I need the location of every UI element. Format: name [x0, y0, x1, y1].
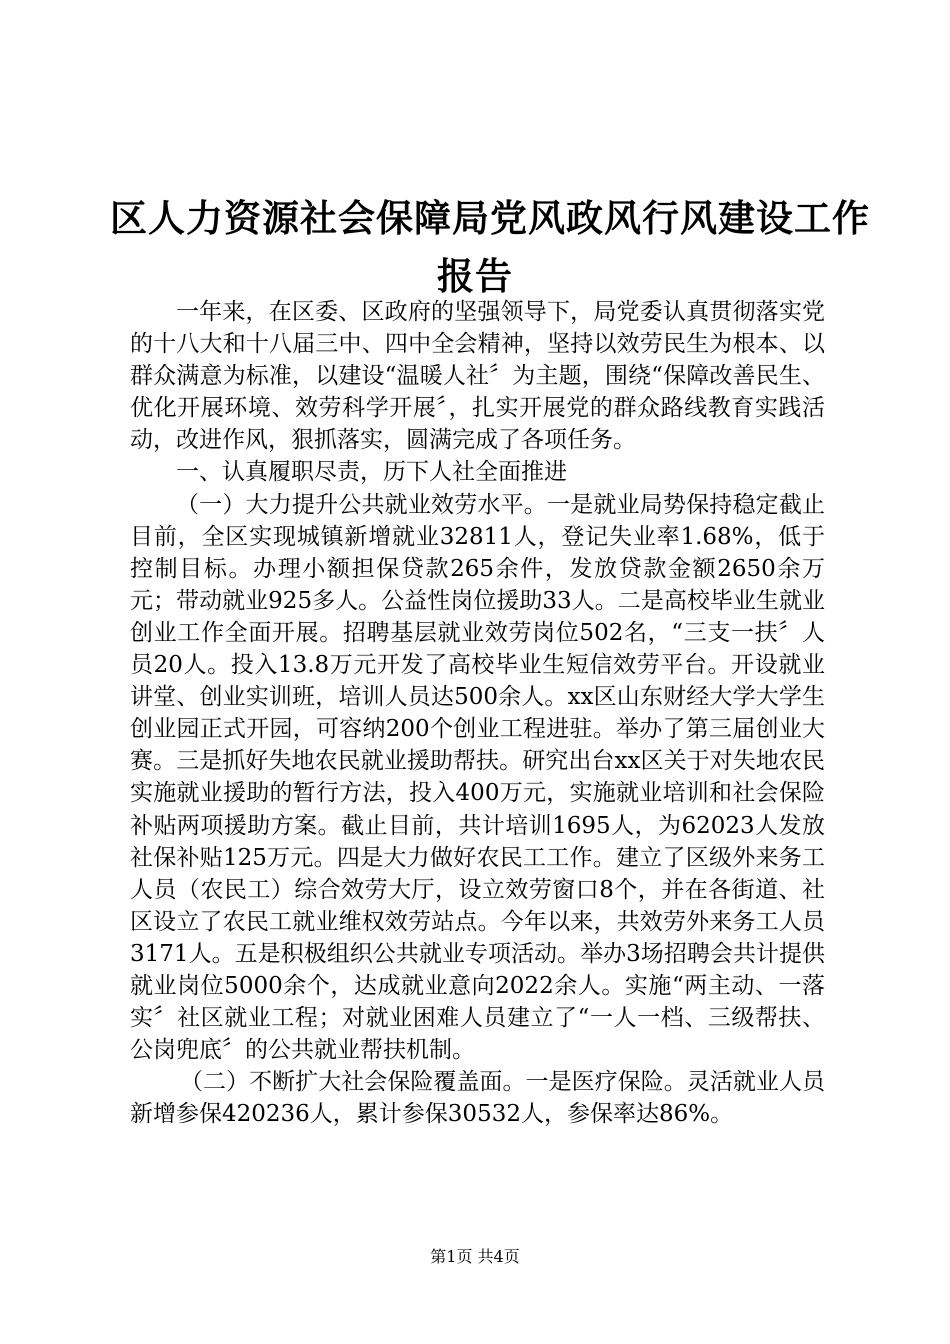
- document-title-line-2: 报告: [437, 254, 513, 298]
- section-heading-1: 一、认真履职尽责，历下人社全面推进: [176, 459, 567, 486]
- paragraph-social-insurance: （二）不断扩大社会保险覆盖面。一是医疗保险。灵活就业人员新增参保420236人，累计参保30532人，参保率达86%。: [130, 1069, 825, 1128]
- page-footer: 第1页 共4页: [430, 1247, 520, 1266]
- document-body: [130, 296, 825, 1130]
- document-title-line-1: 区人力资源社会保障局党风政风行风建设工作: [110, 196, 870, 240]
- paragraph-employment: （一）大力提升公共就业效劳水平。一是就业局势保持稳定截止目前，全区实现城镇新增就业32811人，登记失业率1.68%，低于控制目标。办理小额担保贷款265余件，发放贷款金额2650余万元；带动就业925多人。公益性岗位援助33人。二是高校毕业生就业创业工作全面开展。招聘基层就业效劳岗位502名，“三支一扶〞人员20人。投入13.8万元开发了高校毕业生短信效劳平台。开设就业讲堂、创业实训班，培训人员达500余人。xx区山东财经大学大学生创业园正式开园，可容纳200个创业工程进驻。举办了第三届创业大赛。三是抓好失地农民就业援助帮扶。研究出台xx区关于对失地农民实施就业援助的暂行方法，投入400万元，实施就业培训和社会保险补贴两项援助方案。截止目前，共计培训1695人，为62023人发放社保补贴125万元。四是大力做好农民工工作。建立了区级外来务工人员（农民工）综合效劳大厅，设立效劳窗口8个，并在各街道、社区设立了农民工就业维权效劳站点。今年以来，共效劳外来务工人员3171人。五是积极组织公共就业专项活动。举办3场招聘会共计提供就业岗位5000余个，达成就业意向2022余人。实施“两主动、一落实〞社区就业工程；对就业困难人员建立了“一人一档、三级帮扶、公岗兜底〞的公共就业帮扶机制。: [130, 491, 825, 1064]
- paragraph-intro: 一年来，在区委、区政府的坚强领导下，局党委认真贯彻落实党的十八大和十八届三中、四中全会精神，坚持以效劳民生为根本、以群众满意为标准，以建设“温暖人社〞为主题，围绕“保障改善民生、优化开展环境、效劳科学开展〞，扎实开展党的群众路线教育实践活动，改进作风，狠抓落实，圆满完成了各项任务。: [130, 299, 825, 454]
